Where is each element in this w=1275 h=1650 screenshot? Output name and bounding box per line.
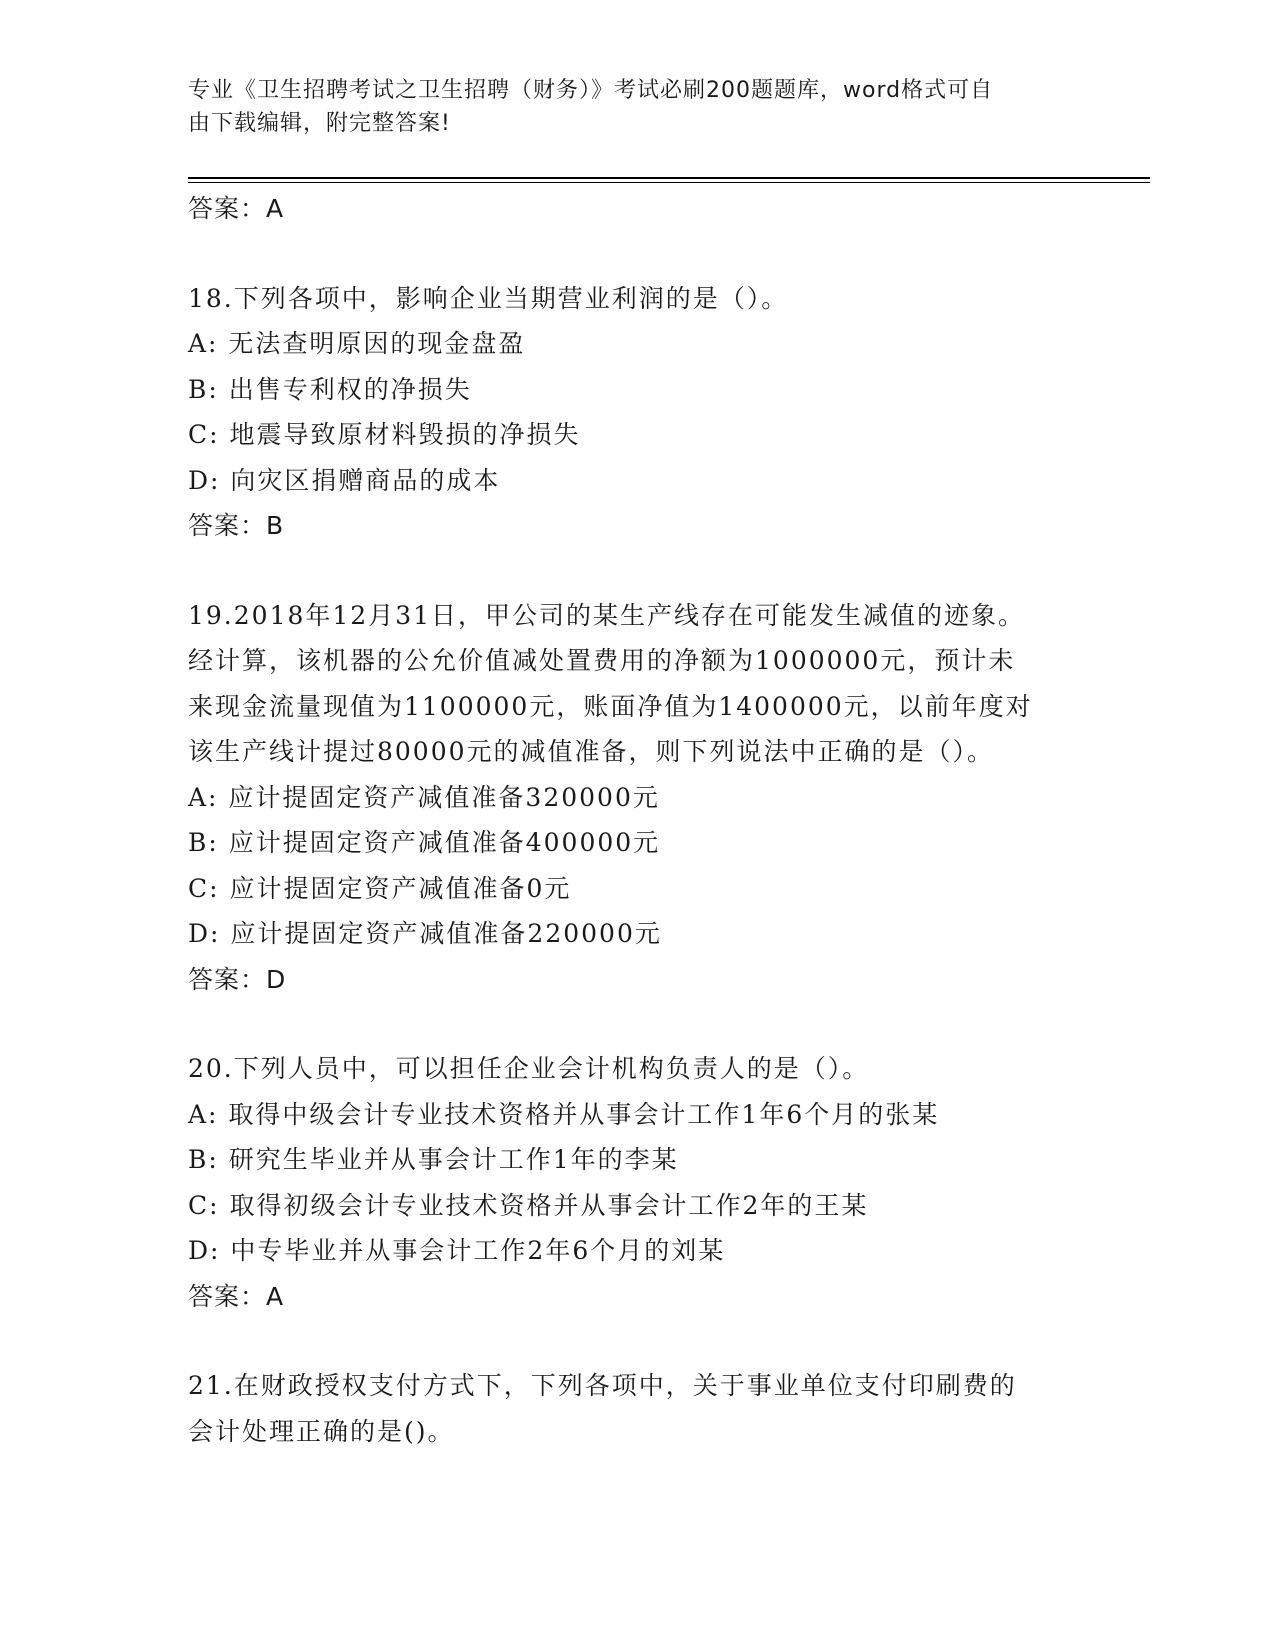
option-d: D: 向灾区捐赠商品的成本 (188, 465, 501, 495)
option-a: A: 取得中级会计专业技术资格并从事会计工作1年6个月的张某 (188, 1099, 940, 1129)
option-a: A: 无法查明原因的现金盘盈 (188, 329, 526, 358)
question-18 (188, 276, 1088, 549)
question-stem: 18.下列各项中，影响企业当期营业利润的是（）。 (188, 283, 789, 313)
question-stem: 来现金流量现值为1100000元，账面净值为1400000元，以前年度对 (188, 691, 1033, 721)
question-stem: 经计算，该机器的公允价值减处置费用的净额为1000000元，预计未 (188, 646, 1016, 675)
option-b: B: 研究生毕业并从事会计工作1年的李某 (188, 1145, 679, 1174)
header-rule-thin (188, 182, 1150, 183)
question-list (188, 186, 1088, 1454)
header-line-2: 由下载编辑，附完整答案! (188, 111, 451, 136)
question-19 (188, 593, 1088, 1003)
question-stem: 会计处理正确的是()。 (188, 1416, 455, 1446)
option-b: B: 应计提固定资产减值准备400000元 (188, 828, 661, 857)
option-a: A: 应计提固定资产减值准备320000元 (188, 782, 660, 812)
spacer (188, 232, 1088, 276)
answer: 答案：B (188, 511, 285, 540)
question-20 (188, 1046, 1088, 1319)
spacer (188, 549, 1088, 593)
spacer (188, 1319, 1088, 1363)
header-rule-thick (188, 177, 1150, 179)
answer: 答案：A (188, 1281, 285, 1311)
header-line-1: 专业《卫生招聘考试之卫生招聘（财务）》考试必刷200题题库，word格式可自 (188, 78, 994, 103)
option-d: D: 应计提固定资产减值准备220000元 (188, 919, 662, 948)
answer: 答案：D (188, 964, 287, 994)
question-stem: 19.2018年12月31日，甲公司的某生产线存在可能发生减值的迹象。 (188, 600, 1026, 630)
question-21 (188, 1363, 1088, 1454)
question-stem: 20.下列人员中，可以担任企业会计机构负责人的是（）。 (188, 1054, 870, 1083)
option-c: C: 应计提固定资产减值准备0元 (188, 873, 572, 903)
option-d: D: 中专毕业并从事会计工作2年6个月的刘某 (188, 1236, 726, 1265)
option-b: B: 出售专利权的净损失 (188, 374, 472, 404)
previous-answer: 答案：A (188, 194, 285, 223)
spacer (188, 1002, 1088, 1046)
option-c: C: 取得初级会计专业技术资格并从事会计工作2年的王某 (188, 1190, 869, 1220)
question-stem: 21.在财政授权支付方式下，下列各项中，关于事业单位支付印刷费的 (188, 1371, 1017, 1400)
question-stem: 该生产线计提过80000元的减值准备，则下列说法中正确的是（）。 (188, 737, 995, 766)
option-c: C: 地震导致原材料毁损的净损失 (188, 420, 581, 449)
page-header (188, 74, 1068, 140)
